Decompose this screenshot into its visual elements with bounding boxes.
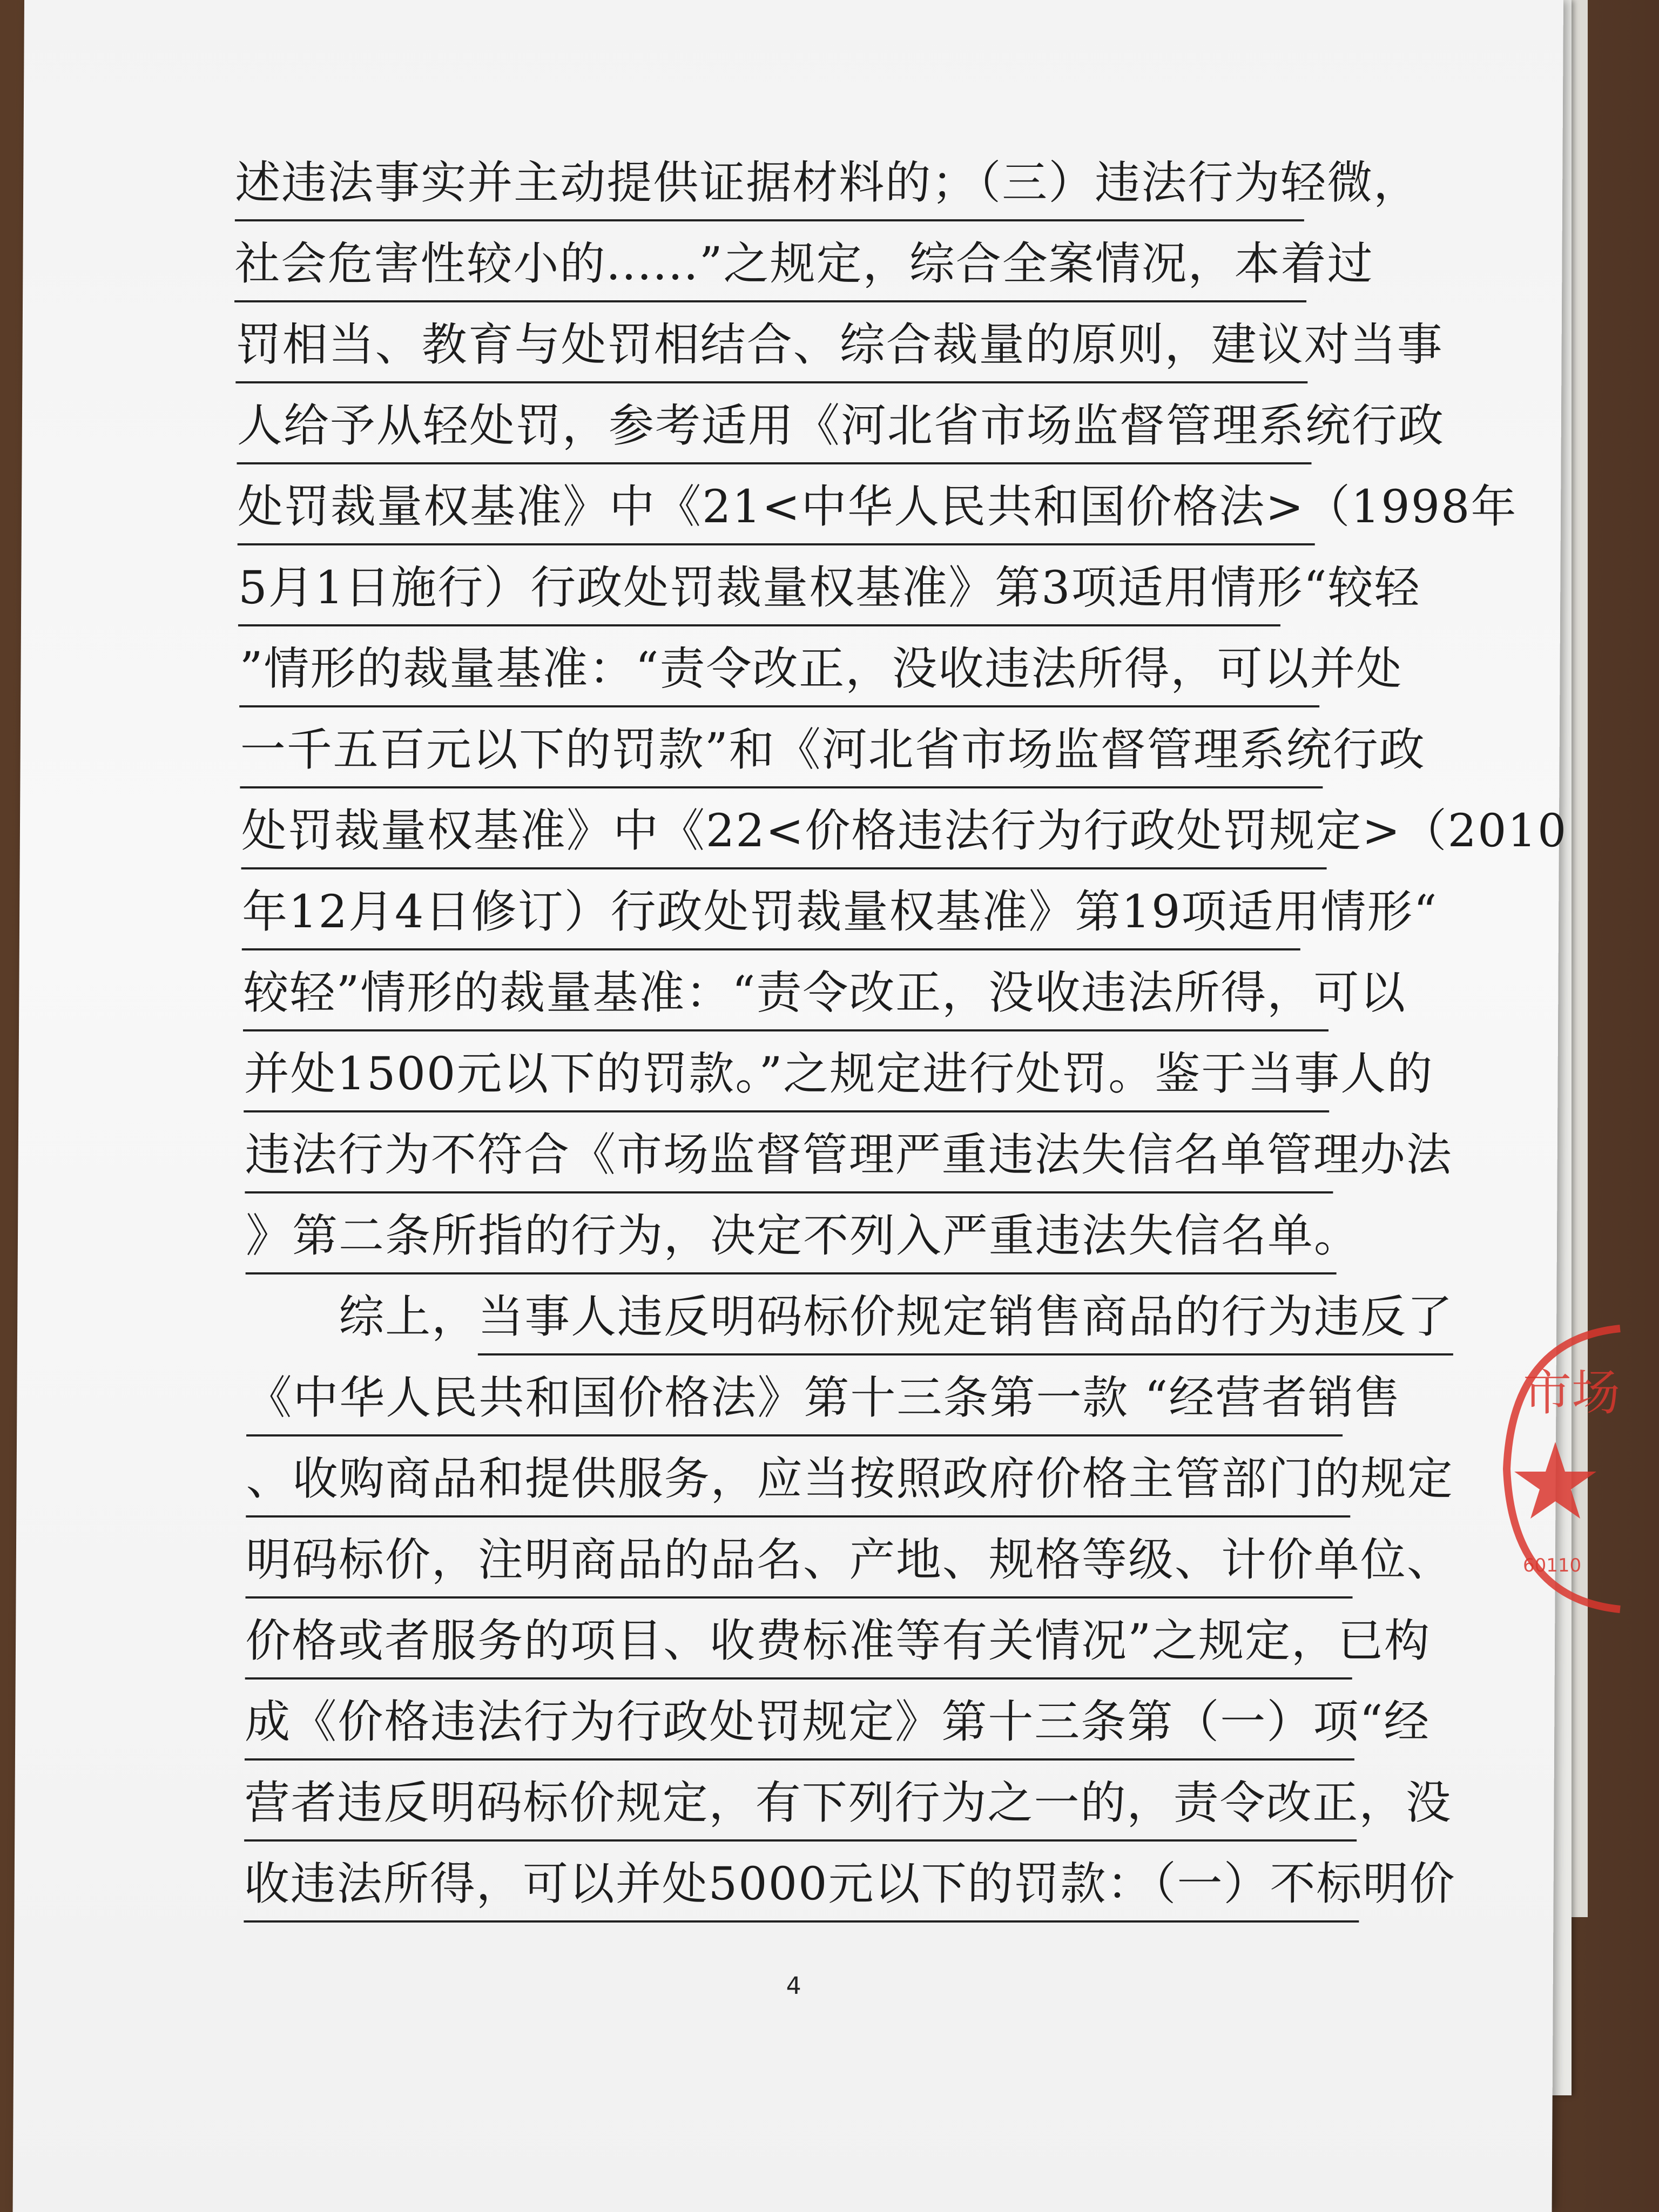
text-line: 处罚裁量权基准》中《22<价格违法行为行政处罚规定>（2010 [241,805,1327,869]
text-line: 罚相当、教育与处罚相结合、综合裁量的原则，建议对当事 [235,319,1308,383]
text-line: 社会危害性较小的......”之规定，综合全案情况，本着过 [234,238,1307,302]
text-line: 《中华人民共和国价格法》第十三条第一款 “经营者销售 [246,1372,1343,1437]
page-number: 4 [786,1972,801,2000]
text-line: 违法行为不符合《市场监督管理严重违法失信名单管理办法 [245,1129,1333,1193]
text-line: 价格或者服务的项目、收费标准等有关情况”之规定，已构 [245,1615,1353,1680]
text-line: 一千五百元以下的罚款”和《河北省市场监督管理系统行政 [240,724,1323,788]
text-line: 成《价格违法行为行政处罚规定》第十三条第（一）项“经 [245,1696,1355,1761]
paragraph-first-line: 综上，当事人违反明码标价规定销售商品的行为违反了 [247,1291,1344,1355]
document-page [13,0,1568,2212]
text-line: 较轻”情形的裁量基准：“责令改正，没收违法所得，可以 [243,967,1329,1031]
text-line: 5月1日施行）行政处罚裁量权基准》第3项适用情形“较轻 [238,562,1281,626]
seal-text: 市场 [1523,1365,1620,1421]
text-line: 》第二条所指的行为，决定不列入严重违法失信名单。 [246,1210,1337,1274]
text-line: ”情形的裁量基准：“责令改正，没收违法所得，可以并处 [239,643,1320,707]
seal-code: 60110 [1523,1555,1582,1576]
text-line: 收违法所得，可以并处5000元以下的罚款：（一）不标明价 [244,1858,1359,1923]
text-line: 并处1500元以下的罚款。”之规定进行处罚。鉴于当事人的 [244,1048,1330,1112]
text-line: 、收购商品和提供服务，应当按照政府价格主管部门的规定 [246,1453,1351,1518]
text-line: 年12月4日修订）行政处罚裁量权基准》第19项适用情形“ [242,886,1301,950]
official-seal-stamp [1491,1318,1631,1620]
text-line: 明码标价，注明商品的品名、产地、规格等级、计价单位、 [246,1534,1353,1599]
text-line: 营者违反明码标价规定，有下列行为之一的，责令改正，没 [244,1777,1357,1842]
text-line: 述违法事实并主动提供证据材料的；（三）违法行为轻微， [235,157,1305,221]
text-line: 人给予从轻处罚，参考适用《河北省市场监督管理系统行政 [237,400,1312,464]
text-line: 处罚裁量权基准》中《21<中华人民共和国价格法>（1998年 [238,481,1316,545]
seal-star-icon [1514,1442,1596,1519]
